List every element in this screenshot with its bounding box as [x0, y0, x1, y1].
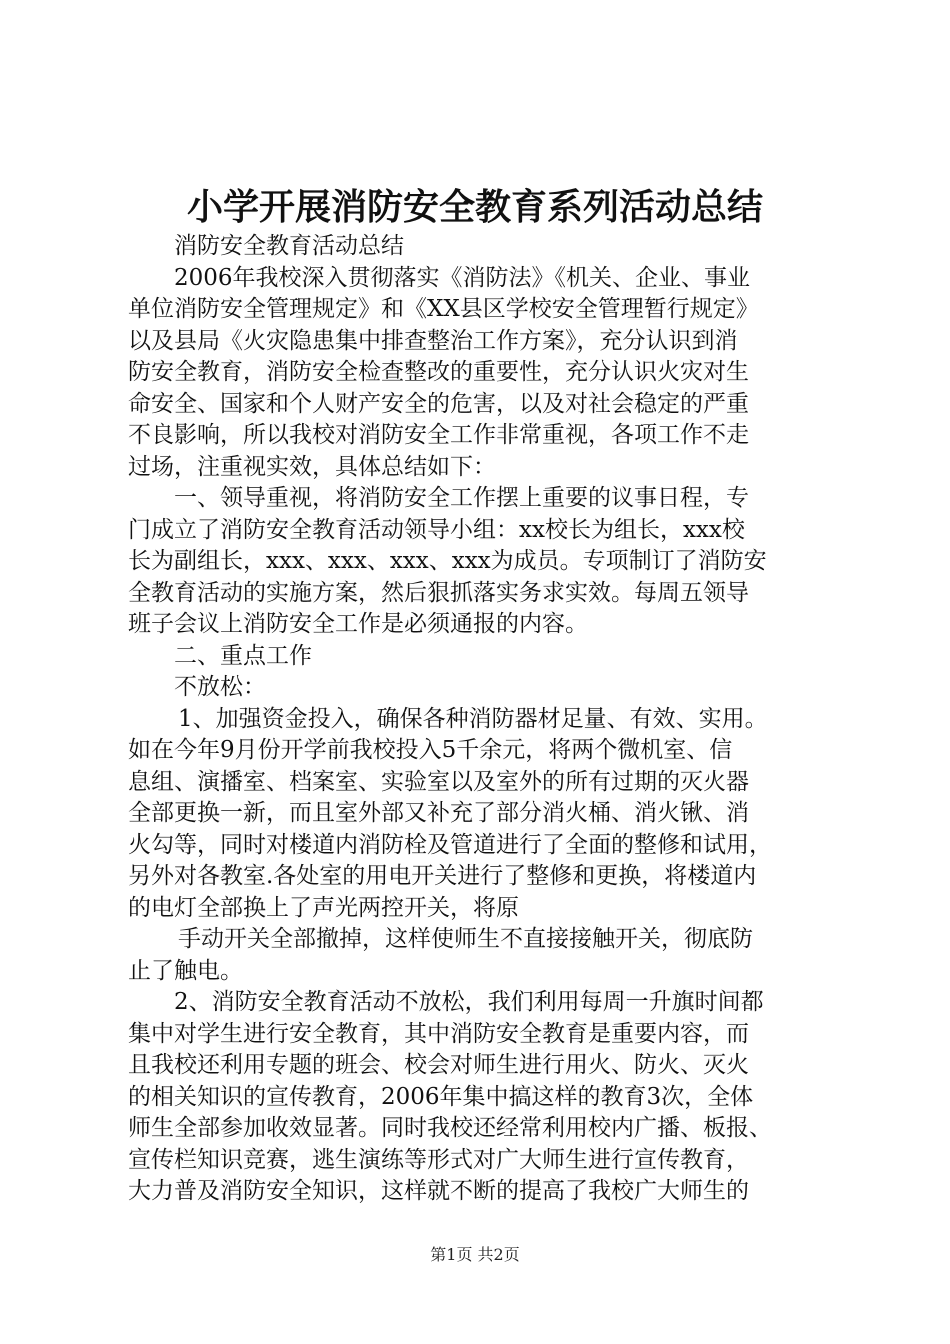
body-line: 全部更换一新，而且室外部又补充了部分消火桶、消火锹、消 — [128, 800, 749, 826]
body-line: 二、重点工作 — [174, 642, 312, 669]
body-line: 2006年我校深入贯彻落实《消防法》《机关、企业、事业 — [174, 264, 751, 291]
body-line: 集中对学生进行安全教育，其中消防安全教育是重要内容，而 — [128, 1020, 749, 1047]
body-line: 门成立了消防安全教育活动领导小组：xx校长为组长，xxx校 — [128, 516, 745, 543]
page-number-footer: 第1页 共2页 — [430, 1245, 520, 1264]
body-line: 另外对各教室.各处室的用电开关进行了整修和更换，将楼道内 — [128, 863, 757, 889]
body-line: 过场，注重视实效，具体总结如下： — [128, 453, 496, 480]
body-line: 的电灯全部换上了声光两控开关，将原 — [128, 894, 519, 921]
body-line: 火勾等，同时对楼道内消防栓及管道进行了全面的整修和试用， — [128, 831, 772, 858]
body-line: 一、领导重视，将消防安全工作摆上重要的议事日程，专 — [174, 485, 749, 511]
body-line: 长为副组长，xxx、xxx、xxx、xxx为成员。专项制订了消防安 — [128, 548, 767, 574]
body-line: 的相关知识的宣传教育，2006年集中搞这样的教育3次，全体 — [128, 1083, 754, 1110]
body-line: 防安全教育，消防安全检查整改的重要性，充分认识火灾对生 — [128, 359, 749, 385]
body-line: 不放松： — [174, 674, 266, 700]
body-line: 1、加强资金投入，确保各种消防器材足量、有效、实用。 — [178, 705, 768, 732]
body-line: 宣传栏知识竞赛，逃生演练等形式对广大师生进行宣传教育， — [128, 1146, 749, 1173]
body-line: 大力普及消防安全知识，这样就不断的提高了我校广大师生的 — [128, 1178, 749, 1204]
body-line: 且我校还利用专题的班会、校会对师生进行用火、防火、灭火 — [128, 1052, 749, 1078]
body-line: 命安全、国家和个人财产安全的危害，以及对社会稳定的严重 — [128, 390, 749, 417]
body-line: 止了触电。 — [128, 957, 243, 984]
body-line: 息组、演播室、档案室、实验室以及室外的所有过期的灭火器 — [128, 768, 749, 795]
body-line: 手动开关全部撤掉，这样使师生不直接接触开关，彻底防 — [178, 926, 753, 952]
body-line: 如在今年9月份开学前我校投入5千余元，将两个微机室、信 — [128, 737, 733, 763]
document-body — [128, 231, 832, 1208]
body-line: 班子会议上消防安全工作是必须通报的内容。 — [128, 611, 588, 637]
body-line: 消防安全教育活动总结 — [174, 233, 404, 259]
body-line: 全教育活动的实施方案，然后狠抓落实务求实效。每周五领导 — [128, 579, 749, 606]
document-title: 小学开展消防安全教育系列活动总结 — [186, 187, 763, 228]
body-line: 单位消防安全管理规定》和《XX县区学校安全管理暂行规定》 — [128, 296, 759, 322]
body-line: 以及县局《火灾隐患集中排查整治工作方案》，充分认识到消 — [128, 327, 738, 354]
body-line: 师生全部参加收效显著。同时我校还经常利用校内广播、板报、 — [128, 1115, 772, 1141]
body-line: 不良影响，所以我校对消防安全工作非常重视，各项工作不走 — [128, 422, 749, 448]
body-line: 2、消防安全教育活动不放松，我们利用每周一升旗时间都 — [174, 989, 764, 1015]
